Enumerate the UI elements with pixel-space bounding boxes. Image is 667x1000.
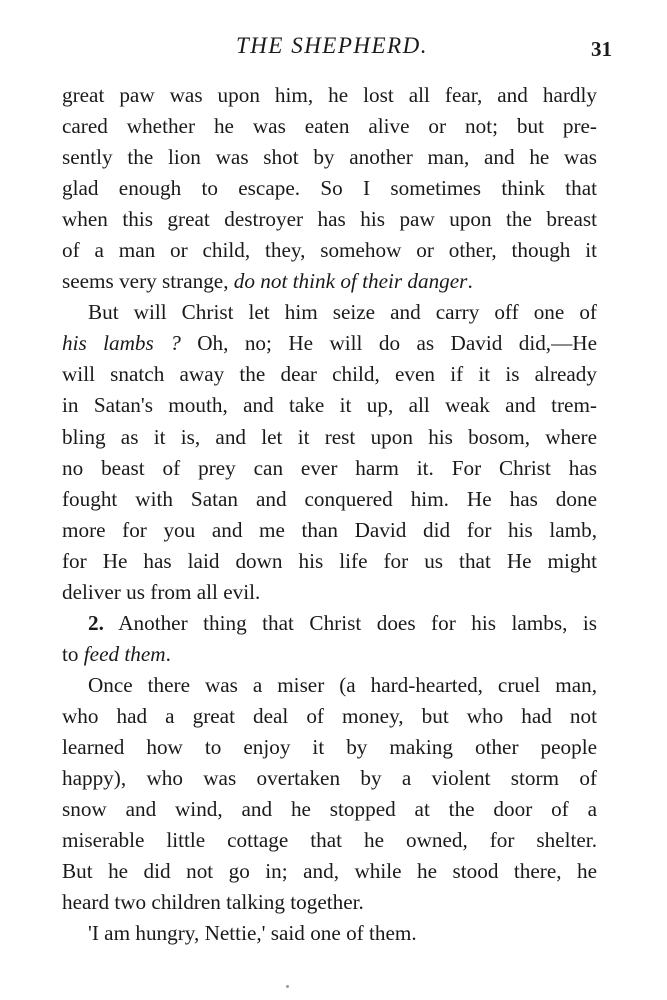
print-speck <box>286 985 289 988</box>
text-line <box>62 639 597 670</box>
text-line <box>62 266 597 297</box>
text-line: learned how to enjoy it by making other people <box>62 734 597 759</box>
text-line: of a man or child, they, somehow or other, though it <box>62 238 597 263</box>
text-line: will snatch away the dear child, even if it is already <box>62 362 597 387</box>
text-run: to <box>62 641 84 666</box>
running-head: THE SHEPHERD. <box>236 33 428 58</box>
paragraph-first-line <box>62 608 597 639</box>
text-line: for He has laid down his life for us that He might <box>62 548 597 573</box>
list-number: 2. <box>88 610 104 635</box>
text-line: heard two children talking together. <box>62 890 364 915</box>
text-line: in Satan's mouth, and take it up, all weak and trem- <box>62 393 597 418</box>
text-line: more for you and me than David did for his lamb, <box>62 517 597 542</box>
text-line: great paw was upon him, he lost all fear, and hardly <box>62 83 597 107</box>
paragraph-first-line: Once there was a miser (a hard-hearted, cruel man, <box>88 672 597 697</box>
text-line: no beast of prey can ever harm it. For Christ has <box>62 455 597 480</box>
text-line: cared whether he was eaten alive or not; but pre- <box>62 114 597 139</box>
text-run: . <box>467 269 473 294</box>
text-line: happy), who was overtaken by a violent storm of <box>62 766 597 791</box>
text-line: when this great destroyer has his paw upon the breast <box>62 207 597 232</box>
text-line: bling as it is, and let it rest upon his bosom, where <box>62 424 597 449</box>
italic-phrase: feed them <box>83 641 166 666</box>
text-run: . <box>165 641 171 666</box>
text-line: miserable little cottage that he owned, for shelter. <box>62 828 597 853</box>
text-line: snow and wind, and he stopped at the door of a <box>62 797 597 822</box>
paragraph-first-line: But will Christ let him seize and carry off one of <box>88 300 597 325</box>
italic-phrase: his lambs ? <box>62 331 181 356</box>
text-line: But he did not go in; and, while he stood there, he <box>62 859 597 884</box>
text-run: Oh, no; He will do as David did,—He <box>180 331 597 356</box>
text-run: seems very strange, <box>62 269 234 294</box>
text-run: Another thing that Christ does for his lambs, is <box>103 610 597 635</box>
text-line <box>62 328 597 359</box>
text-line: sently the lion was shot by another man, and he was <box>62 145 597 170</box>
paragraph-first-line: 'I am hungry, Nettie,' said one of them. <box>88 921 417 946</box>
text-line: fought with Satan and conquered him. He has done <box>62 486 597 511</box>
text-line: deliver us from all evil. <box>62 579 261 604</box>
body-text <box>62 80 597 949</box>
italic-phrase: do not think of their danger <box>233 269 468 294</box>
text-line: glad enough to escape. So I sometimes think that <box>62 176 597 201</box>
page-number: 31 <box>591 37 612 61</box>
page-header <box>62 33 612 63</box>
text-line: who had a great deal of money, but who had not <box>62 703 597 728</box>
